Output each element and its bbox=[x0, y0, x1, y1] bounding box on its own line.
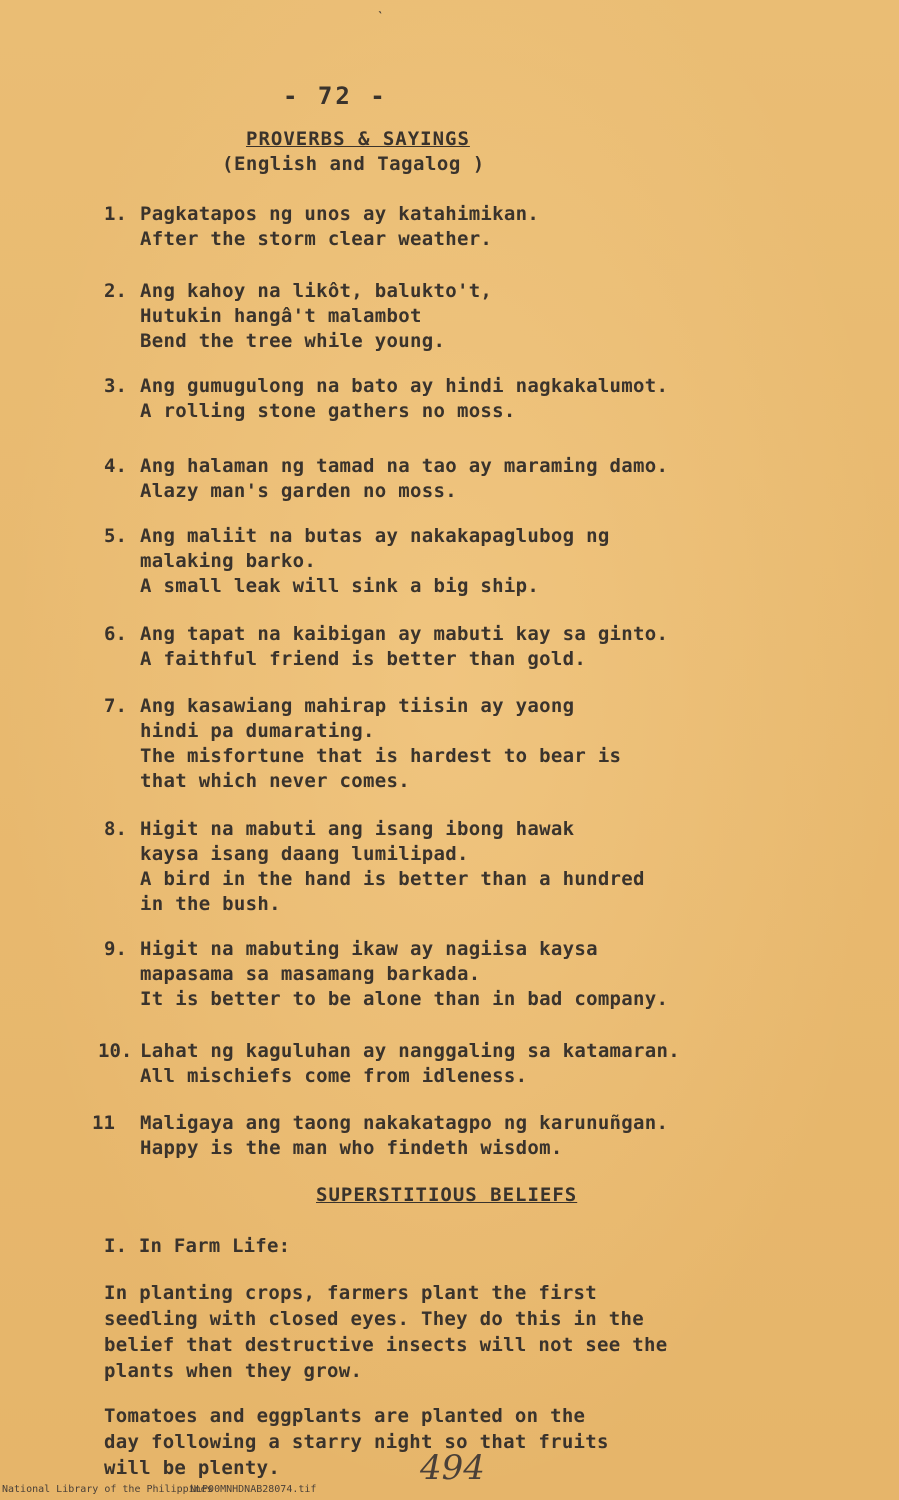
proverb-line: kaysa isang daang lumilipad. bbox=[140, 843, 469, 865]
proverb-line: All mischiefs come from idleness. bbox=[140, 1065, 528, 1087]
proverb-number: 1. bbox=[104, 203, 127, 225]
proverb-line: Hutukin hangâ't malambot bbox=[140, 305, 422, 327]
proverb-number: 5. bbox=[104, 525, 127, 547]
proverb-line: in the bush. bbox=[140, 893, 281, 915]
proverb-line: malaking barko. bbox=[140, 550, 317, 572]
proverb-line: Maligaya ang taong nakakatagpo ng karunuñgan. bbox=[140, 1112, 669, 1134]
proverb-line: Ang gumugulong na bato ay hindi nagkakalumot. bbox=[140, 375, 669, 397]
proverb-number: 2. bbox=[104, 280, 127, 302]
proverb-line: The misfortune that is hardest to bear is bbox=[140, 745, 622, 767]
proverb-number: 11 bbox=[92, 1112, 115, 1134]
proverb-line: Ang maliit na butas ay nakakapaglubog ng bbox=[140, 525, 610, 547]
proverb-line: Higit na mabuting ikaw ay nagiisa kaysa bbox=[140, 938, 598, 960]
proverb-line: Higit na mabuti ang isang ibong hawak bbox=[140, 818, 575, 840]
page-number: - 72 - bbox=[283, 82, 388, 110]
subsection-heading: I. In Farm Life: bbox=[104, 1235, 291, 1257]
footer-filename: NLP00MNHDNAB28074.tif bbox=[190, 1484, 317, 1495]
proverb-line: A small leak will sink a big ship. bbox=[140, 575, 540, 597]
proverb-line: A faithful friend is better than gold. bbox=[140, 648, 587, 670]
proverb-line: Ang kasawiang mahirap tiisin ay yaong bbox=[140, 695, 575, 717]
proverb-number: 6. bbox=[104, 623, 127, 645]
proverb-number: 4. bbox=[104, 455, 127, 477]
proverb-line: Bend the tree while young. bbox=[140, 330, 446, 352]
proverb-number: 10. bbox=[98, 1040, 133, 1062]
footer-source: National Library of the Philippines bbox=[2, 1484, 213, 1495]
proverb-line: Lahat ng kaguluhan ay nanggaling sa katamaran. bbox=[140, 1040, 680, 1062]
proverb-line: that which never comes. bbox=[140, 770, 410, 792]
page-title: PROVERBS & SAYINGS bbox=[246, 128, 470, 150]
proverb-line: Happy is the man who findeth wisdom. bbox=[140, 1137, 563, 1159]
proverb-line: A bird in the hand is better than a hundred bbox=[140, 868, 645, 890]
proverb-line: hindi pa dumarating. bbox=[140, 720, 375, 742]
proverb-line: Ang halaman ng tamad na tao ay maraming damo. bbox=[140, 455, 669, 477]
page-subtitle: (English and Tagalog ) bbox=[222, 153, 485, 175]
proverb-number: 3. bbox=[104, 375, 127, 397]
proverb-number: 9. bbox=[104, 938, 127, 960]
proverb-number: 8. bbox=[104, 818, 127, 840]
paragraph: In planting crops, farmers plant the first seedling with closed eyes. They do this in the belief that destructive insects will not see the plants when they grow. bbox=[104, 1282, 668, 1382]
proverb-line: Ang tapat na kaibigan ay mabuti kay sa ginto. bbox=[140, 623, 669, 645]
pencil-mark-icon: ˋ bbox=[376, 8, 386, 27]
proverb-line: Alazy man's garden no moss. bbox=[140, 480, 457, 502]
handwritten-page-stamp: 494 bbox=[420, 1448, 485, 1488]
paragraph: Tomatoes and eggplants are planted on the day following a starry night so that fruits will be plenty. bbox=[104, 1405, 609, 1479]
proverb-line: A rolling stone gathers no moss. bbox=[140, 400, 516, 422]
section-title: SUPERSTITIOUS BELIEFS bbox=[316, 1184, 578, 1206]
proverb-line: It is better to be alone than in bad company. bbox=[140, 988, 669, 1010]
proverb-line: mapasama sa masamang barkada. bbox=[140, 963, 481, 985]
proverb-line: After the storm clear weather. bbox=[140, 228, 493, 250]
proverb-number: 7. bbox=[104, 695, 127, 717]
proverb-line: Ang kahoy na likôt, balukto't, bbox=[140, 280, 493, 302]
proverb-line: Pagkatapos ng unos ay katahimikan. bbox=[140, 203, 540, 225]
